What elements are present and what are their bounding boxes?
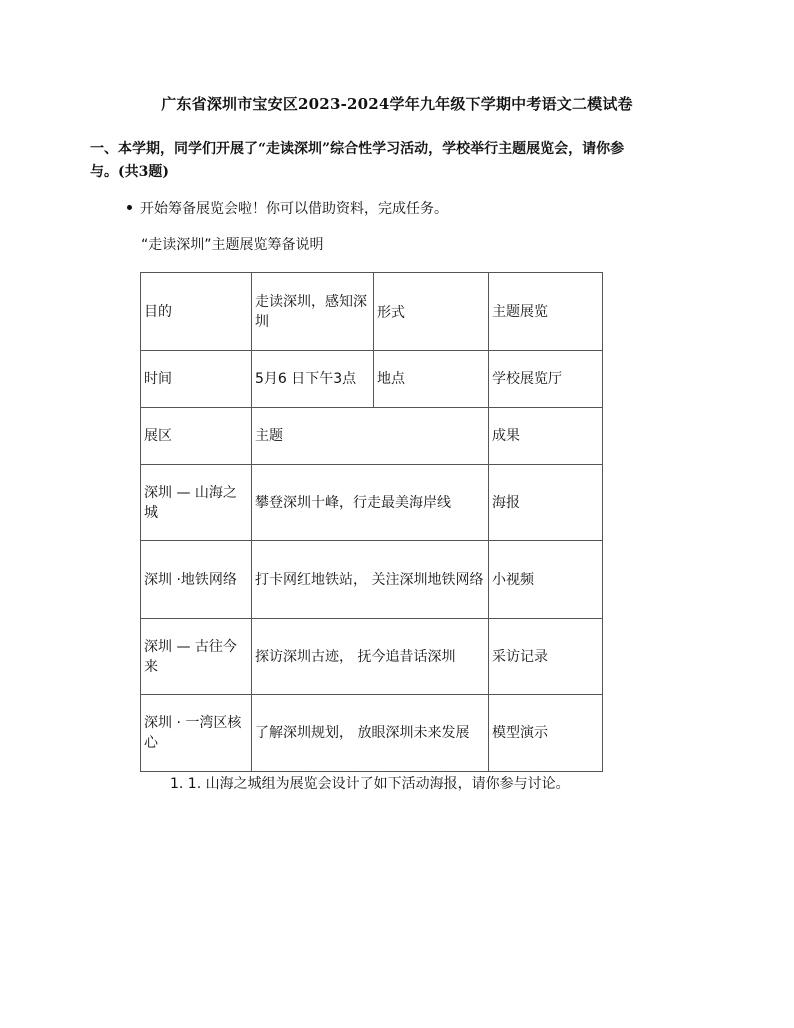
table-row <box>141 695 603 772</box>
table-cell: 学校展览厅 <box>489 351 603 408</box>
table-cell: 成果 <box>489 408 603 465</box>
table-row <box>141 465 603 541</box>
table-row <box>141 273 603 351</box>
table-cell: 主题展览 <box>489 273 603 351</box>
table-caption: “走读深圳”主题展览筹备说明 <box>141 237 324 253</box>
table-row <box>141 351 603 408</box>
section-heading-line-2: 与。(共3题) <box>90 164 169 180</box>
table-cell: 攀登深圳十峰，行走最美海岸线 <box>252 465 489 541</box>
section-heading-line-1: 一、本学期，同学们开展了“走读深圳”综合性学习活动，学校举行主题展览会，请你参 <box>90 141 625 157</box>
table-row <box>141 408 603 465</box>
exhibition-table <box>140 272 603 772</box>
table-cell: 走读深圳，感知深圳 <box>252 273 374 351</box>
document-title: 广东省深圳市宝安区2023-2024学年九年级下学期中考语文二模试卷 <box>161 95 633 113</box>
table-cell: 时间 <box>141 351 252 408</box>
table-cell: 深圳 · 一湾区核心 <box>141 695 252 772</box>
bullet-item <box>127 199 448 219</box>
table-cell: 模型演示 <box>489 695 603 772</box>
table-cell: 探访深圳古迹， 抚今追昔话深圳 <box>252 619 489 695</box>
table-cell: 海报 <box>489 465 603 541</box>
table-cell: 目的 <box>141 273 252 351</box>
table-cell: 了解深圳规划， 放眼深圳未来发展 <box>252 695 489 772</box>
table-cell: 深圳 — 古往今来 <box>141 619 252 695</box>
table-cell: 小视频 <box>489 541 603 619</box>
table-cell: 5月6 日下午3点 <box>252 351 374 408</box>
bullet-icon <box>127 205 132 210</box>
table-cell: 主题 <box>252 408 489 465</box>
question-1: 1. 1. 山海之城组为展览会设计了如下活动海报，请你参与讨论。 <box>170 776 570 792</box>
table-cell: 形式 <box>374 273 489 351</box>
table-cell: 深圳 — 山海之城 <box>141 465 252 541</box>
section-heading <box>90 138 700 184</box>
table-cell: 深圳 ·地铁网络 <box>141 541 252 619</box>
table-cell: 地点 <box>374 351 489 408</box>
table-row <box>141 541 603 619</box>
table-cell: 展区 <box>141 408 252 465</box>
table-row <box>141 619 603 695</box>
bullet-text: 开始筹备展览会啦！你可以借助资料，完成任务。 <box>140 201 448 217</box>
table-cell: 打卡网红地铁站， 关注深圳地铁网络 <box>252 541 489 619</box>
table-cell: 采访记录 <box>489 619 603 695</box>
